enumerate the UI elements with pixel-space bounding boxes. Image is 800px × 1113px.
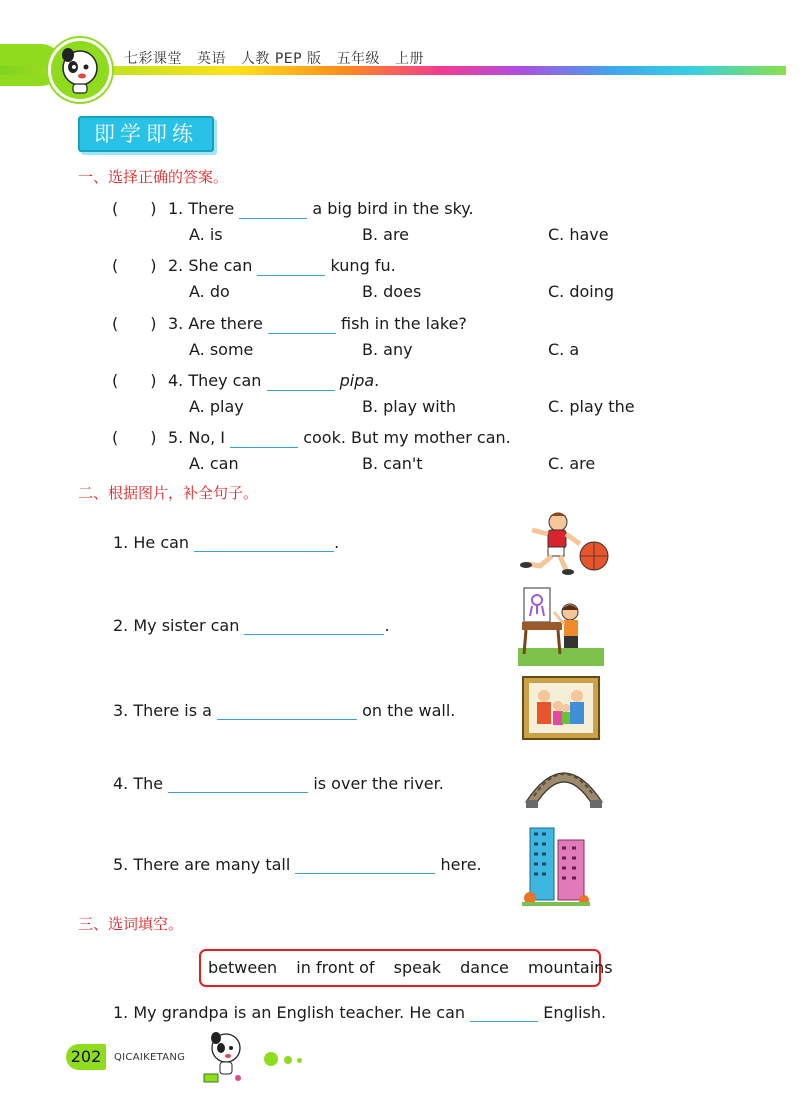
word-bank-item: mountains	[527, 958, 613, 977]
page-number: 202	[66, 1044, 106, 1070]
part1-question-1: ( ) 1. There a big bird in the sky.	[112, 196, 474, 219]
header-edition: 人教 PEP 版	[240, 51, 322, 67]
answer-paren[interactable]: ( )	[112, 371, 157, 390]
part2-item-4: 4. The is over the river.	[113, 774, 444, 793]
footer-mascot-icon	[196, 1030, 252, 1084]
fill-blank[interactable]	[244, 618, 384, 635]
footer-dot-large	[264, 1052, 278, 1066]
fill-blank[interactable]	[268, 317, 336, 334]
basketball-player-picture	[518, 510, 610, 576]
option-a[interactable]: A. play	[189, 397, 244, 416]
fill-blank[interactable]	[217, 703, 357, 720]
word-bank-item: in front of	[296, 958, 375, 977]
word-bank-item: dance	[460, 958, 509, 977]
part1-question-2: ( ) 2. She can kung fu.	[112, 253, 396, 276]
word-bank-item: between	[208, 958, 278, 977]
option-a[interactable]: A. can	[189, 454, 239, 473]
fill-blank[interactable]	[470, 1005, 538, 1022]
option-a[interactable]: A. some	[189, 340, 254, 359]
option-b[interactable]: B. are	[362, 225, 410, 244]
option-c[interactable]: C. doing	[548, 282, 615, 301]
word-bank	[199, 949, 613, 987]
header-volume: 上册	[394, 51, 424, 67]
part2-heading: 二、根据图片，补全句子。	[78, 484, 259, 502]
header-series: 七彩课堂	[124, 51, 182, 67]
part3-heading: 三、选词填空。	[78, 915, 184, 933]
option-b[interactable]: B. does	[362, 282, 422, 301]
mascot-panda-icon	[48, 38, 112, 102]
part1-question-5: ( ) 5. No, I cook. But my mother can.	[112, 425, 511, 448]
part1-question-3: ( ) 3. Are there fish in the lake?	[112, 311, 467, 334]
fill-blank[interactable]	[239, 202, 307, 219]
header-subject: 英语	[196, 51, 226, 67]
tall-buildings-picture	[522, 820, 590, 906]
answer-paren[interactable]: ( )	[112, 428, 157, 447]
header-title	[124, 48, 434, 68]
option-c[interactable]: C. have	[548, 225, 609, 244]
part2-item-1: 1. He can .	[113, 533, 340, 552]
section-title-badge: 即学即练	[78, 116, 214, 152]
answer-paren[interactable]: ( )	[112, 199, 157, 218]
fill-blank[interactable]	[257, 259, 325, 276]
option-a[interactable]: A. do	[189, 282, 230, 301]
option-b[interactable]: B. can't	[362, 454, 423, 473]
part1-heading: 一、选择正确的答案。	[78, 168, 229, 186]
part1-question-4: ( ) 4. They can pipa.	[112, 368, 379, 391]
part2-item-5: 5. There are many tall here.	[113, 855, 482, 874]
option-b[interactable]: B. play with	[362, 397, 457, 416]
part2-item-3: 3. There is a on the wall.	[113, 701, 456, 720]
bridge-picture	[522, 752, 606, 808]
fill-blank[interactable]	[267, 374, 335, 391]
option-c[interactable]: C. are	[548, 454, 596, 473]
footer-dot-small	[297, 1058, 302, 1063]
option-c[interactable]: C. play the	[548, 397, 635, 416]
option-b[interactable]: B. any	[362, 340, 413, 359]
fill-blank[interactable]	[168, 776, 308, 793]
word-bank-item: speak	[393, 958, 442, 977]
answer-paren[interactable]: ( )	[112, 314, 157, 333]
painting-girl-picture	[518, 582, 604, 666]
option-c[interactable]: C. a	[548, 340, 580, 359]
footer-brand: QICAIKETANG	[114, 1052, 186, 1063]
part3-item-1: 1. My grandpa is an English teacher. He can English.	[113, 1003, 607, 1022]
option-a[interactable]: A. is	[189, 225, 223, 244]
footer-dot-medium	[284, 1056, 292, 1064]
fill-blank[interactable]	[230, 431, 298, 448]
header-grade: 五年级	[336, 51, 380, 67]
fill-blank[interactable]	[194, 535, 334, 552]
family-photo-frame-picture	[522, 676, 600, 740]
fill-blank[interactable]	[295, 857, 435, 874]
answer-paren[interactable]: ( )	[112, 256, 157, 275]
part2-item-2: 2. My sister can .	[113, 616, 390, 635]
